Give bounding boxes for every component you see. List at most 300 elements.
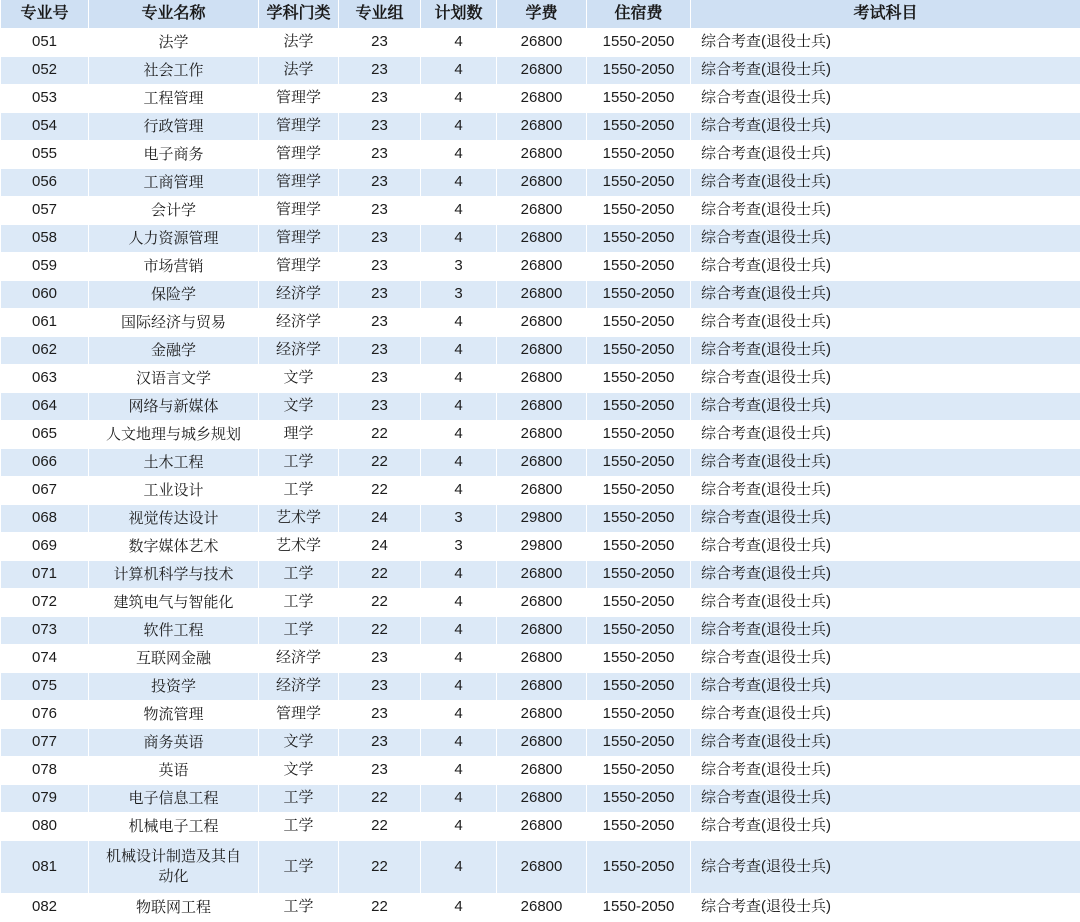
- table-row: [1, 813, 1080, 841]
- major-group-cell: 23: [339, 673, 421, 701]
- table-row: [1, 645, 1080, 673]
- discipline-cell: 文学: [259, 365, 339, 393]
- table-row: [1, 393, 1080, 421]
- exam-subjects-cell: 综合考查(退役士兵): [691, 561, 1080, 589]
- table-row: [1, 449, 1080, 477]
- major-name-text: 人力资源管理: [128, 229, 218, 249]
- major-name-text: 会计学: [151, 201, 196, 221]
- major-name-text: 机械设计制造及其自动化: [100, 847, 248, 886]
- major-code-cell: 059: [1, 253, 89, 281]
- major-name-cell: [89, 449, 259, 477]
- discipline-cell: 工学: [259, 561, 339, 589]
- major-code-cell: 058: [1, 225, 89, 253]
- major-group-cell: 22: [339, 449, 421, 477]
- discipline-cell: 经济学: [259, 309, 339, 337]
- dorm-fee-cell: 1550-2050: [587, 197, 691, 225]
- dorm-fee-cell: 1550-2050: [587, 421, 691, 449]
- table-row: [1, 281, 1080, 309]
- major-name-cell: [89, 813, 259, 841]
- header-dorm-fee: 住宿费: [587, 0, 691, 29]
- exam-subjects-cell: 综合考查(退役士兵): [691, 673, 1080, 701]
- tuition-cell: 26800: [497, 253, 587, 281]
- table-row: [1, 421, 1080, 449]
- exam-subjects-cell: 综合考查(退役士兵): [691, 589, 1080, 617]
- major-code-cell: 067: [1, 477, 89, 505]
- major-group-cell: 23: [339, 253, 421, 281]
- tuition-cell: 26800: [497, 477, 587, 505]
- discipline-cell: 管理学: [259, 85, 339, 113]
- discipline-cell: 管理学: [259, 701, 339, 729]
- dorm-fee-cell: 1550-2050: [587, 141, 691, 169]
- major-name-text: 金融学: [151, 341, 196, 361]
- dorm-fee-cell: 1550-2050: [587, 393, 691, 421]
- major-code-cell: 063: [1, 365, 89, 393]
- major-name-text: 工程管理: [143, 89, 203, 109]
- exam-subjects-cell: 综合考查(退役士兵): [691, 477, 1080, 505]
- plan-count-cell: 4: [421, 393, 497, 421]
- dorm-fee-cell: 1550-2050: [587, 589, 691, 617]
- major-group-cell: 23: [339, 729, 421, 757]
- discipline-cell: 工学: [259, 894, 339, 922]
- plan-count-cell: 3: [421, 505, 497, 533]
- plan-count-cell: 4: [421, 673, 497, 701]
- major-name-cell: [89, 505, 259, 533]
- major-code-cell: 069: [1, 533, 89, 561]
- major-name-cell: [89, 477, 259, 505]
- discipline-cell: 工学: [259, 813, 339, 841]
- discipline-cell: 工学: [259, 449, 339, 477]
- header-major-name: 专业名称: [89, 0, 259, 29]
- plan-count-cell: 4: [421, 813, 497, 841]
- plan-count-cell: 4: [421, 141, 497, 169]
- plan-count-cell: 4: [421, 757, 497, 785]
- plan-count-cell: 4: [421, 449, 497, 477]
- tuition-cell: 26800: [497, 589, 587, 617]
- plan-count-cell: 4: [421, 561, 497, 589]
- major-name-text: 行政管理: [143, 117, 203, 137]
- discipline-cell: 经济学: [259, 673, 339, 701]
- exam-subjects-cell: 综合考查(退役士兵): [691, 757, 1080, 785]
- major-code-cell: 071: [1, 561, 89, 589]
- tuition-cell: 26800: [497, 113, 587, 141]
- dorm-fee-cell: 1550-2050: [587, 29, 691, 57]
- dorm-fee-cell: 1550-2050: [587, 85, 691, 113]
- exam-subjects-cell: 综合考查(退役士兵): [691, 505, 1080, 533]
- major-name-cell: [89, 169, 259, 197]
- major-code-cell: 056: [1, 169, 89, 197]
- table-row: [1, 729, 1080, 757]
- major-name-text: 市场营销: [143, 257, 203, 277]
- plan-count-cell: 4: [421, 617, 497, 645]
- exam-subjects-cell: 综合考查(退役士兵): [691, 225, 1080, 253]
- table-row: [1, 253, 1080, 281]
- discipline-cell: 经济学: [259, 645, 339, 673]
- major-code-cell: 052: [1, 57, 89, 85]
- major-code-cell: 079: [1, 785, 89, 813]
- discipline-cell: 工学: [259, 589, 339, 617]
- major-group-cell: 23: [339, 57, 421, 85]
- dorm-fee-cell: 1550-2050: [587, 757, 691, 785]
- dorm-fee-cell: 1550-2050: [587, 561, 691, 589]
- major-group-cell: 23: [339, 337, 421, 365]
- major-code-cell: 075: [1, 673, 89, 701]
- table-row: [1, 141, 1080, 169]
- table-row: [1, 533, 1080, 561]
- major-name-cell: [89, 841, 259, 894]
- table-row: [1, 309, 1080, 337]
- header-exam-subjects: 考试科目: [691, 0, 1080, 29]
- discipline-cell: 管理学: [259, 197, 339, 225]
- tuition-cell: 29800: [497, 533, 587, 561]
- major-group-cell: 22: [339, 785, 421, 813]
- major-name-cell: [89, 673, 259, 701]
- dorm-fee-cell: 1550-2050: [587, 894, 691, 922]
- major-name-text: 电子商务: [143, 145, 203, 165]
- major-name-text: 工业设计: [143, 481, 203, 501]
- major-group-cell: 23: [339, 169, 421, 197]
- major-name-text: 法学: [158, 33, 188, 53]
- major-group-cell: 22: [339, 894, 421, 922]
- exam-subjects-cell: 综合考查(退役士兵): [691, 197, 1080, 225]
- major-code-cell: 072: [1, 589, 89, 617]
- tuition-cell: 26800: [497, 785, 587, 813]
- header-major-code: 专业号: [1, 0, 89, 29]
- major-group-cell: 23: [339, 365, 421, 393]
- dorm-fee-cell: 1550-2050: [587, 645, 691, 673]
- dorm-fee-cell: 1550-2050: [587, 729, 691, 757]
- tuition-cell: 26800: [497, 813, 587, 841]
- dorm-fee-cell: 1550-2050: [587, 673, 691, 701]
- major-code-cell: 080: [1, 813, 89, 841]
- plan-count-cell: 4: [421, 337, 497, 365]
- major-code-cell: 082: [1, 894, 89, 922]
- major-name-text: 商务英语: [143, 733, 203, 753]
- table-row: [1, 197, 1080, 225]
- tuition-cell: 26800: [497, 225, 587, 253]
- discipline-cell: 艺术学: [259, 533, 339, 561]
- tuition-cell: 26800: [497, 281, 587, 309]
- major-name-cell: [89, 785, 259, 813]
- dorm-fee-cell: 1550-2050: [587, 533, 691, 561]
- tuition-cell: 26800: [497, 617, 587, 645]
- plan-count-cell: 4: [421, 169, 497, 197]
- table-row: [1, 673, 1080, 701]
- major-code-cell: 076: [1, 701, 89, 729]
- tuition-cell: 26800: [497, 365, 587, 393]
- major-name-text: 软件工程: [143, 621, 203, 641]
- plan-count-cell: 4: [421, 365, 497, 393]
- plan-count-cell: 4: [421, 589, 497, 617]
- tuition-cell: 26800: [497, 337, 587, 365]
- plan-count-cell: 4: [421, 309, 497, 337]
- major-name-cell: [89, 729, 259, 757]
- table-row: [1, 757, 1080, 785]
- exam-subjects-cell: 综合考查(退役士兵): [691, 729, 1080, 757]
- major-group-cell: 23: [339, 309, 421, 337]
- discipline-cell: 管理学: [259, 225, 339, 253]
- tuition-cell: 26800: [497, 729, 587, 757]
- major-name-cell: [89, 225, 259, 253]
- major-name-text: 物联网工程: [136, 898, 211, 918]
- major-name-cell: [89, 617, 259, 645]
- tuition-cell: 26800: [497, 393, 587, 421]
- plan-count-cell: 4: [421, 57, 497, 85]
- major-group-cell: 23: [339, 701, 421, 729]
- exam-subjects-cell: 综合考查(退役士兵): [691, 169, 1080, 197]
- major-name-cell: [89, 421, 259, 449]
- major-group-cell: 23: [339, 225, 421, 253]
- major-name-text: 投资学: [151, 677, 196, 697]
- major-name-text: 社会工作: [143, 61, 203, 81]
- discipline-cell: 理学: [259, 421, 339, 449]
- plan-count-cell: 4: [421, 225, 497, 253]
- major-code-cell: 074: [1, 645, 89, 673]
- major-name-cell: [89, 561, 259, 589]
- major-name-cell: [89, 894, 259, 922]
- table-row: [1, 894, 1080, 922]
- plan-count-cell: 4: [421, 29, 497, 57]
- dorm-fee-cell: 1550-2050: [587, 477, 691, 505]
- dorm-fee-cell: 1550-2050: [587, 337, 691, 365]
- major-name-cell: [89, 29, 259, 57]
- dorm-fee-cell: 1550-2050: [587, 57, 691, 85]
- plan-count-cell: 4: [421, 477, 497, 505]
- plan-count-cell: 4: [421, 197, 497, 225]
- major-name-cell: [89, 393, 259, 421]
- exam-subjects-cell: 综合考查(退役士兵): [691, 365, 1080, 393]
- table-row: [1, 561, 1080, 589]
- major-name-cell: [89, 57, 259, 85]
- dorm-fee-cell: 1550-2050: [587, 309, 691, 337]
- plan-count-cell: 4: [421, 894, 497, 922]
- tuition-cell: 26800: [497, 894, 587, 922]
- discipline-cell: 工学: [259, 841, 339, 894]
- major-name-cell: [89, 85, 259, 113]
- tuition-cell: 26800: [497, 57, 587, 85]
- major-code-cell: 061: [1, 309, 89, 337]
- tuition-cell: 26800: [497, 757, 587, 785]
- table-row: [1, 785, 1080, 813]
- exam-subjects-cell: 综合考查(退役士兵): [691, 281, 1080, 309]
- discipline-cell: 工学: [259, 477, 339, 505]
- major-code-cell: 064: [1, 393, 89, 421]
- table-row: [1, 477, 1080, 505]
- discipline-cell: 文学: [259, 729, 339, 757]
- exam-subjects-cell: 综合考查(退役士兵): [691, 645, 1080, 673]
- exam-subjects-cell: 综合考查(退役士兵): [691, 29, 1080, 57]
- plan-count-cell: 4: [421, 85, 497, 113]
- tuition-cell: 26800: [497, 197, 587, 225]
- plan-count-cell: 4: [421, 701, 497, 729]
- major-code-cell: 062: [1, 337, 89, 365]
- major-name-text: 国际经济与贸易: [121, 313, 226, 333]
- tuition-cell: 26800: [497, 309, 587, 337]
- tuition-cell: 26800: [497, 701, 587, 729]
- major-name-text: 视觉传达设计: [128, 509, 218, 529]
- major-code-cell: 073: [1, 617, 89, 645]
- tuition-cell: 26800: [497, 29, 587, 57]
- table-row: [1, 617, 1080, 645]
- table-row: [1, 113, 1080, 141]
- dorm-fee-cell: 1550-2050: [587, 505, 691, 533]
- major-name-cell: [89, 365, 259, 393]
- header-discipline: 学科门类: [259, 0, 339, 29]
- table-header: [1, 0, 1080, 29]
- major-name-text: 土木工程: [143, 453, 203, 473]
- plan-count-cell: 4: [421, 645, 497, 673]
- major-name-cell: [89, 337, 259, 365]
- plan-count-cell: 4: [421, 421, 497, 449]
- table-row: [1, 701, 1080, 729]
- major-code-cell: 051: [1, 29, 89, 57]
- plan-count-cell: 3: [421, 533, 497, 561]
- dorm-fee-cell: 1550-2050: [587, 617, 691, 645]
- major-name-text: 计算机科学与技术: [113, 565, 233, 585]
- discipline-cell: 法学: [259, 29, 339, 57]
- major-name-cell: [89, 141, 259, 169]
- exam-subjects-cell: 综合考查(退役士兵): [691, 785, 1080, 813]
- dorm-fee-cell: 1550-2050: [587, 841, 691, 894]
- exam-subjects-cell: 综合考查(退役士兵): [691, 449, 1080, 477]
- discipline-cell: 艺术学: [259, 505, 339, 533]
- dorm-fee-cell: 1550-2050: [587, 813, 691, 841]
- dorm-fee-cell: 1550-2050: [587, 169, 691, 197]
- exam-subjects-cell: 综合考查(退役士兵): [691, 253, 1080, 281]
- plan-count-cell: 4: [421, 841, 497, 894]
- discipline-cell: 工学: [259, 785, 339, 813]
- exam-subjects-cell: 综合考查(退役士兵): [691, 309, 1080, 337]
- major-group-cell: 23: [339, 197, 421, 225]
- discipline-cell: 管理学: [259, 141, 339, 169]
- major-name-text: 汉语言文学: [136, 369, 211, 389]
- plan-count-cell: 3: [421, 253, 497, 281]
- table-row: [1, 29, 1080, 57]
- tuition-cell: 26800: [497, 169, 587, 197]
- major-name-cell: [89, 281, 259, 309]
- major-group-cell: 24: [339, 505, 421, 533]
- exam-subjects-cell: 综合考查(退役士兵): [691, 337, 1080, 365]
- major-name-cell: [89, 701, 259, 729]
- major-code-cell: 060: [1, 281, 89, 309]
- tuition-cell: 26800: [497, 841, 587, 894]
- exam-subjects-cell: 综合考查(退役士兵): [691, 701, 1080, 729]
- major-group-cell: 23: [339, 85, 421, 113]
- table-row: [1, 225, 1080, 253]
- major-name-cell: [89, 645, 259, 673]
- table-row: [1, 589, 1080, 617]
- major-name-cell: [89, 113, 259, 141]
- header-tuition: 学费: [497, 0, 587, 29]
- major-name-text: 机械电子工程: [128, 817, 218, 837]
- exam-subjects-cell: 综合考查(退役士兵): [691, 813, 1080, 841]
- exam-subjects-cell: 综合考查(退役士兵): [691, 533, 1080, 561]
- table-row: [1, 169, 1080, 197]
- discipline-cell: 经济学: [259, 337, 339, 365]
- table-row: [1, 57, 1080, 85]
- table-body: [1, 29, 1080, 922]
- major-group-cell: 23: [339, 757, 421, 785]
- major-group-cell: 22: [339, 617, 421, 645]
- plan-count-cell: 4: [421, 729, 497, 757]
- major-group-cell: 23: [339, 29, 421, 57]
- major-name-text: 英语: [158, 761, 188, 781]
- tuition-cell: 26800: [497, 561, 587, 589]
- major-group-cell: 22: [339, 813, 421, 841]
- dorm-fee-cell: 1550-2050: [587, 225, 691, 253]
- major-group-cell: 23: [339, 281, 421, 309]
- major-name-cell: [89, 309, 259, 337]
- major-code-cell: 068: [1, 505, 89, 533]
- plan-count-cell: 3: [421, 281, 497, 309]
- plan-count-cell: 4: [421, 113, 497, 141]
- major-name-text: 物流管理: [143, 705, 203, 725]
- major-name-cell: [89, 533, 259, 561]
- major-group-cell: 22: [339, 841, 421, 894]
- exam-subjects-cell: 综合考查(退役士兵): [691, 393, 1080, 421]
- dorm-fee-cell: 1550-2050: [587, 701, 691, 729]
- exam-subjects-cell: 综合考查(退役士兵): [691, 113, 1080, 141]
- table-row: [1, 85, 1080, 113]
- discipline-cell: 文学: [259, 757, 339, 785]
- table-row: [1, 841, 1080, 894]
- major-group-cell: 23: [339, 141, 421, 169]
- tuition-cell: 29800: [497, 505, 587, 533]
- major-code-cell: 055: [1, 141, 89, 169]
- tuition-cell: 26800: [497, 141, 587, 169]
- dorm-fee-cell: 1550-2050: [587, 449, 691, 477]
- dorm-fee-cell: 1550-2050: [587, 785, 691, 813]
- header-plan-count: 计划数: [421, 0, 497, 29]
- table-row: [1, 337, 1080, 365]
- plan-count-cell: 4: [421, 785, 497, 813]
- table-row: [1, 365, 1080, 393]
- major-code-cell: 066: [1, 449, 89, 477]
- major-code-cell: 078: [1, 757, 89, 785]
- tuition-cell: 26800: [497, 449, 587, 477]
- dorm-fee-cell: 1550-2050: [587, 281, 691, 309]
- major-name-cell: [89, 253, 259, 281]
- major-name-text: 电子信息工程: [128, 789, 218, 809]
- exam-subjects-cell: 综合考查(退役士兵): [691, 421, 1080, 449]
- major-name-text: 人文地理与城乡规划: [106, 425, 241, 445]
- major-name-text: 工商管理: [143, 173, 203, 193]
- tuition-cell: 26800: [497, 645, 587, 673]
- major-code-cell: 054: [1, 113, 89, 141]
- dorm-fee-cell: 1550-2050: [587, 365, 691, 393]
- major-group-cell: 22: [339, 589, 421, 617]
- discipline-cell: 管理学: [259, 113, 339, 141]
- major-name-text: 互联网金融: [136, 649, 211, 669]
- discipline-cell: 管理学: [259, 253, 339, 281]
- exam-subjects-cell: 综合考查(退役士兵): [691, 141, 1080, 169]
- exam-subjects-cell: 综合考查(退役士兵): [691, 85, 1080, 113]
- discipline-cell: 文学: [259, 393, 339, 421]
- major-group-cell: 23: [339, 393, 421, 421]
- header-major-group: 专业组: [339, 0, 421, 29]
- tuition-cell: 26800: [497, 85, 587, 113]
- discipline-cell: 工学: [259, 617, 339, 645]
- exam-subjects-cell: 综合考查(退役士兵): [691, 617, 1080, 645]
- major-name-cell: [89, 589, 259, 617]
- discipline-cell: 法学: [259, 57, 339, 85]
- table-row: [1, 505, 1080, 533]
- major-group-cell: 22: [339, 477, 421, 505]
- major-name-cell: [89, 757, 259, 785]
- major-name-text: 网络与新媒体: [128, 397, 218, 417]
- major-code-cell: 081: [1, 841, 89, 894]
- discipline-cell: 经济学: [259, 281, 339, 309]
- major-group-cell: 23: [339, 113, 421, 141]
